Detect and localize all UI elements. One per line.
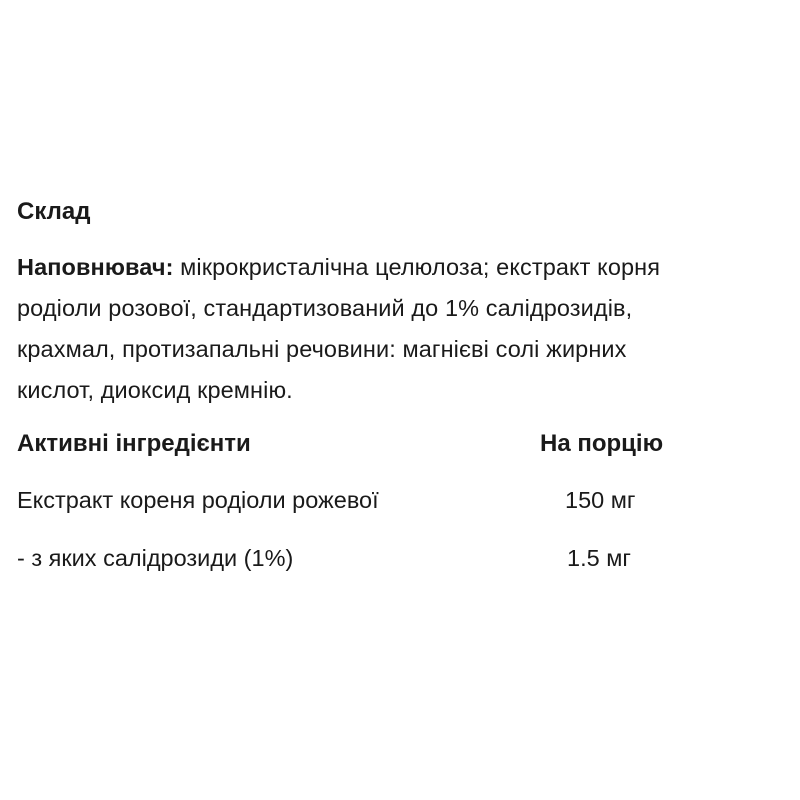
ingredients-header-row bbox=[17, 424, 787, 480]
active-ingredients-heading: Активні інгредієнти bbox=[17, 430, 251, 457]
ingredient-name: Екстракт кореня родіоли рожевої bbox=[17, 487, 379, 513]
ingredients-table bbox=[17, 424, 787, 596]
table-row bbox=[17, 538, 787, 596]
ingredient-name: - з яких салідрозиди (1%) bbox=[17, 545, 294, 571]
document-content bbox=[17, 196, 787, 596]
composition-text bbox=[17, 247, 787, 411]
table-row bbox=[17, 480, 787, 538]
composition-line-4: кислот, диоксид кремнію. bbox=[17, 377, 293, 403]
composition-line-1: мікрокристалічна целюлоза; екстракт корня bbox=[173, 254, 661, 280]
composition-line-3: крахмал, протизапальні речовини: магнієві солі жирних bbox=[17, 336, 627, 362]
filler-label: Наповнювач: bbox=[17, 254, 174, 280]
per-serving-heading: На порцію bbox=[540, 430, 664, 457]
section-title: Склад bbox=[17, 198, 91, 225]
ingredient-amount: 1.5 мг bbox=[567, 545, 631, 571]
ingredient-amount: 150 мг bbox=[565, 487, 636, 513]
composition-line-2: родіоли розової, стандартизований до 1% салідрозидів, bbox=[17, 295, 633, 321]
